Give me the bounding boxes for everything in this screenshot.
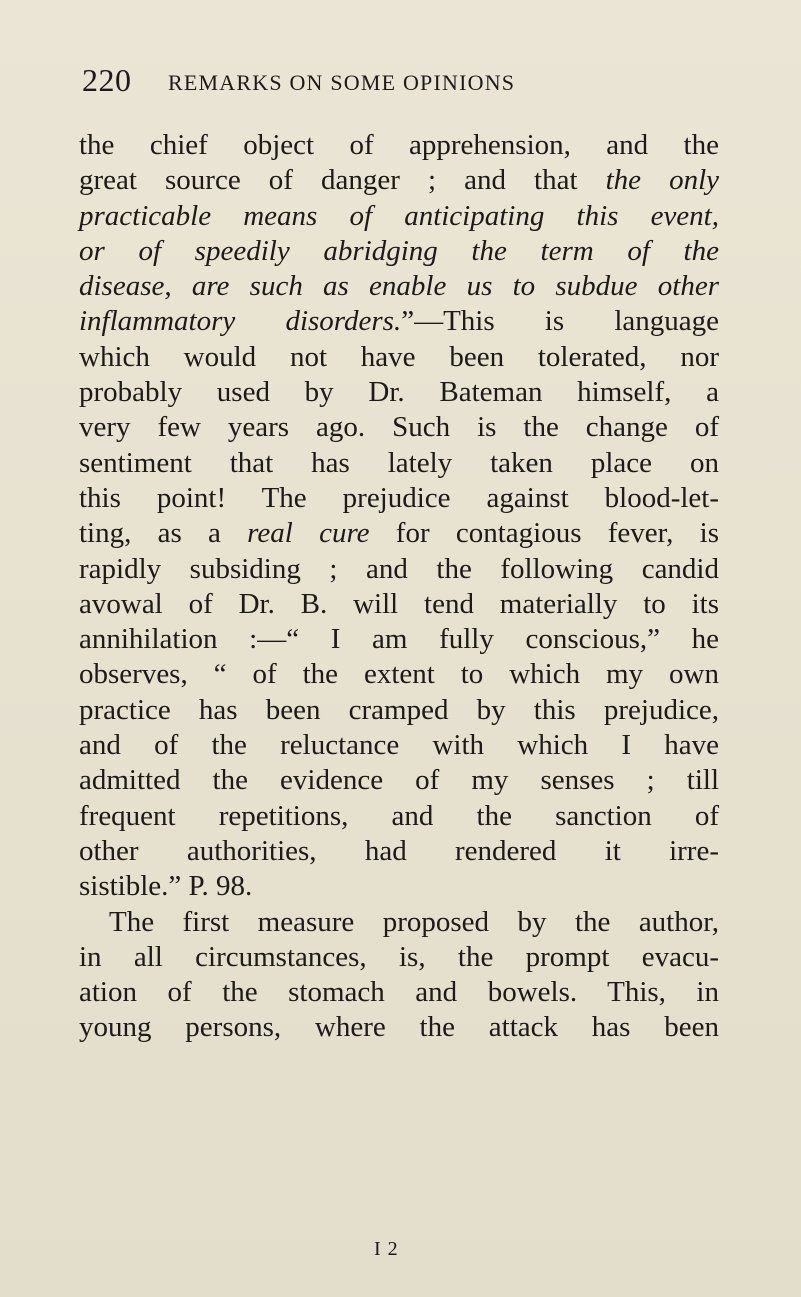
text-line	[79, 869, 719, 904]
text-line	[79, 693, 719, 728]
text-line	[79, 304, 719, 339]
italic-text: inflammatory disorders.	[79, 305, 402, 338]
text-segment: admitted the evidence of my senses ; till	[79, 764, 719, 797]
text-segment: which would not have been tolerated, nor	[79, 340, 719, 373]
text-segment: annihilation :—“ I am fully conscious,” he	[79, 623, 719, 656]
text-line	[79, 481, 719, 516]
text-segment: probably used by Dr. Bateman himself, a	[79, 376, 719, 409]
page-number: 220	[82, 62, 132, 98]
text-line	[79, 552, 719, 587]
text-line	[79, 799, 719, 834]
text-segment: the chief object of apprehension, and the	[79, 129, 719, 161]
text-line	[79, 940, 719, 975]
text-segment: sistible.” P. 98.	[79, 870, 253, 903]
text-segment: ”—This is language	[401, 305, 719, 338]
text-line	[79, 375, 719, 410]
text-segment: ting, as a	[79, 517, 248, 550]
text-segment: ation of the stomach and bowels. This, in	[79, 976, 719, 1009]
text-line	[79, 199, 719, 234]
text-line	[79, 269, 719, 304]
body-text	[79, 128, 719, 1046]
text-segment: The first measure proposed by the author,	[109, 905, 719, 938]
text-line	[79, 1010, 719, 1045]
text-segment: great source of danger ; and that	[79, 164, 606, 197]
text-line	[79, 516, 719, 551]
text-segment: other authorities, had rendered it irre-	[79, 834, 719, 867]
text-line	[79, 587, 719, 622]
italic-text: the only	[605, 164, 719, 197]
page-header	[82, 60, 742, 100]
text-segment: rapidly subsiding ; and the following candid	[79, 552, 719, 585]
text-line	[79, 834, 719, 869]
text-line	[79, 657, 719, 692]
text-line	[79, 410, 719, 445]
text-segment: observes, “ of the extent to which my own	[79, 658, 719, 691]
text-segment: avowal of Dr. B. will tend materially to its	[79, 587, 719, 620]
text-line	[79, 622, 719, 657]
text-segment: this point! The prejudice against blood-let-	[79, 481, 719, 514]
text-segment: in all circumstances, is, the prompt evacu-	[79, 940, 719, 973]
text-line	[79, 905, 719, 940]
running-head: REMARKS ON SOME OPINIONS	[168, 70, 516, 95]
text-segment: practice has been cramped by this prejudice,	[79, 693, 719, 726]
text-segment: young persons, where the attack has been	[79, 1011, 719, 1044]
text-line	[79, 728, 719, 763]
italic-text: disease, are such as enable us to subdue other	[79, 270, 719, 303]
text-line	[79, 234, 719, 269]
text-line	[79, 763, 719, 798]
text-segment: sentiment that has lately taken place on	[79, 446, 719, 479]
text-line	[79, 163, 719, 198]
text-line	[79, 128, 719, 163]
italic-text: or of speedily abridging the term of the	[79, 234, 719, 267]
signature-mark: I 2	[374, 1238, 399, 1260]
italic-text: real cure	[247, 517, 370, 550]
text-line	[79, 340, 719, 375]
text-line	[79, 446, 719, 481]
italic-text: practicable means of anticipating this event,	[79, 199, 719, 232]
text-segment: and of the reluctance with which I have	[79, 729, 719, 762]
text-line	[79, 975, 719, 1010]
text-segment: frequent repetitions, and the sanction of	[79, 799, 719, 832]
text-segment: for contagious fever, is	[369, 517, 720, 550]
text-segment: very few years ago. Such is the change of	[79, 411, 719, 444]
